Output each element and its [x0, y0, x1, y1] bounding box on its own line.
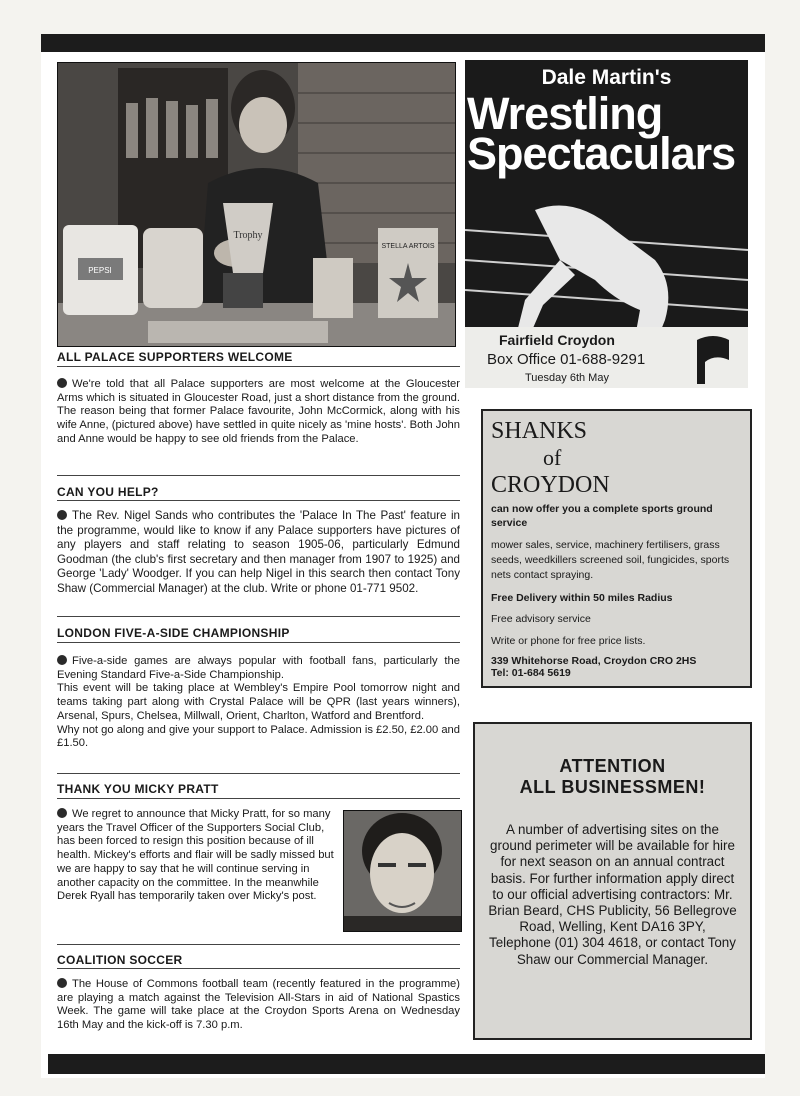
wrestling-promoter: Dale Martin's	[541, 66, 672, 89]
bottom-border-bar	[48, 1054, 765, 1074]
shanks-address: 339 Whitehorse Road, Croydon CRO 2HS	[491, 655, 697, 667]
bullet-icon	[57, 655, 67, 665]
shanks-name-line3: CROYDON	[491, 472, 610, 498]
advertising-sites-advert	[473, 722, 752, 1040]
five-a-side-text-3: Why not go along and give your support to Palace. Admission is £2.50, £2.00 and £1.50.	[57, 723, 461, 750]
section-rule	[57, 944, 460, 945]
wrestling-venue: Fairfield Croydon	[499, 332, 615, 348]
palace-welcome-paragraph	[57, 378, 460, 447]
coalition-soccer-heading: COALITION SOCCER	[57, 953, 183, 967]
attention-body: A number of advertising sites on the ground perimeter will be available for hire for next season on an annual contract basis. For further information apply direct to our official advertising contractors: Mr. Brian Beard, CHS Publicity, 56 Bellegrove Road, Welling, Kent DA16 3PY, Telephone (01) 304 4618, or contact Tony Shaw our Commercial Manager.	[488, 822, 737, 967]
can-you-help-paragraph	[57, 509, 460, 597]
section-rule	[57, 475, 460, 476]
section-rule	[57, 773, 460, 774]
five-a-side-paragraph	[57, 655, 460, 751]
shanks-name-line2: of	[543, 445, 562, 470]
palace-welcome-text: We're told that all Palace supporters are most welcome at the Gloucester Arms which is situated in Gloucester Road, just a short distance from the ground. The reason being that former Palace favourite, John McCormick, along with his wife Anne, (pictured above) have settled in quite nicely as 'mine hosts'. Both John and Anne would be happy to see old friends from the Palace.	[57, 378, 460, 445]
coalition-soccer-text: The House of Commons football team (recently featured in the programme) are playing a match against the Television All-Stars in aid of National Spastics Week. The game will take place at the Croydon Sports Arena on Wednesday 16th May and the kick-off is 7.30 p.m.	[57, 978, 460, 1032]
bullet-icon	[57, 808, 67, 818]
shanks-price-lists: Write or phone for free price lists.	[491, 635, 646, 647]
five-a-side-text-1: Five-a-side games are always popular with football fans, particularly the Evening Standard Five-a-Side Championship.	[57, 655, 460, 681]
shanks-telephone: Tel: 01-684 5619	[491, 667, 571, 679]
top-border-bar	[41, 34, 765, 52]
pub-photo	[57, 62, 456, 347]
pepsi-label: PEPSI	[88, 266, 112, 275]
wrestling-date: Tuesday 6th May	[525, 372, 609, 384]
attention-heading-line1: ATTENTION	[559, 756, 666, 776]
portrait-illustration	[344, 811, 461, 931]
bullet-icon	[57, 510, 67, 520]
shanks-intro: can now offer you a complete sports ground service	[491, 503, 713, 529]
wrestling-box-office: Box Office 01-688-9291	[487, 351, 646, 368]
bullet-icon	[57, 978, 67, 988]
shanks-services: mower sales, service, machinery fertilisers, grass seeds, weedkillers screened soil, fungicides, sports nets contact spraying.	[491, 539, 730, 581]
micky-pratt-text: We regret to announce that Micky Pratt, for so many years the Travel Officer of the Supporters Social Club, has been forced to resign this position because of ill health. Mickey's efforts and flair will be sadly missed but we are happy to say that he will continue serving in another capacity on the committee. In the meanwhile Derek Ryall has temporarily taken over Micky's post.	[57, 808, 334, 903]
section-rule	[57, 798, 460, 799]
shanks-advisory: Free advisory service	[491, 613, 591, 625]
trophy-label: Trophy	[233, 230, 263, 241]
fairfield-logo-icon	[693, 332, 733, 386]
bar-scene-illustration	[58, 63, 455, 346]
section-rule	[57, 968, 460, 969]
wrestling-headline	[467, 88, 736, 179]
section-rule	[57, 500, 460, 501]
five-a-side-heading: LONDON FIVE-A-SIDE CHAMPIONSHIP	[57, 626, 290, 640]
shanks-advert	[481, 409, 752, 688]
stella-label: STELLA ARTOIS	[381, 243, 435, 250]
section-rule	[57, 642, 460, 643]
wrestling-details	[465, 327, 748, 388]
micky-pratt-heading: THANK YOU MICKY PRATT	[57, 782, 219, 796]
wrestling-headline-line1: Wrestling	[467, 88, 663, 139]
coalition-soccer-paragraph	[57, 978, 460, 1033]
attention-heading-line2: ALL BUSINESSMEN!	[519, 777, 706, 797]
wrestling-headline-line2: Spectaculars	[467, 128, 736, 179]
bullet-icon	[57, 378, 67, 388]
can-you-help-text: The Rev. Nigel Sands who contributes the 'Palace In The Past' feature in the programme, would like to know if any Palace supporters have pictures of any players and staff relating to season 1905-06, particularly Edmund Goodman (the club's first secretary and then manager from 1907 to 1925) and George 'Lady' Woodger. If you can help Nigel in this search then contact Tony Shaw (Commercial Manager) at the club. Write or phone 01-771 9502.	[57, 509, 460, 595]
caption-rule	[57, 366, 460, 367]
can-you-help-heading: CAN YOU HELP?	[57, 485, 159, 499]
photo-caption: ALL PALACE SUPPORTERS WELCOME	[57, 350, 293, 364]
micky-pratt-paragraph	[57, 808, 335, 904]
section-rule	[57, 616, 460, 617]
shanks-name-line1: SHANKS	[491, 418, 588, 444]
shanks-delivery: Free Delivery within 50 miles Radius	[491, 592, 673, 604]
five-a-side-text-2: This event will be taking place at Wembley's Empire Pool tomorrow night and teams taking part along with Crystal Palace will be QPR (last years winners), Arsenal, Spurs, Chelsea, Millwall, Orient, Charlton, Watford and Brentford.	[57, 682, 460, 722]
micky-pratt-portrait	[343, 810, 462, 932]
